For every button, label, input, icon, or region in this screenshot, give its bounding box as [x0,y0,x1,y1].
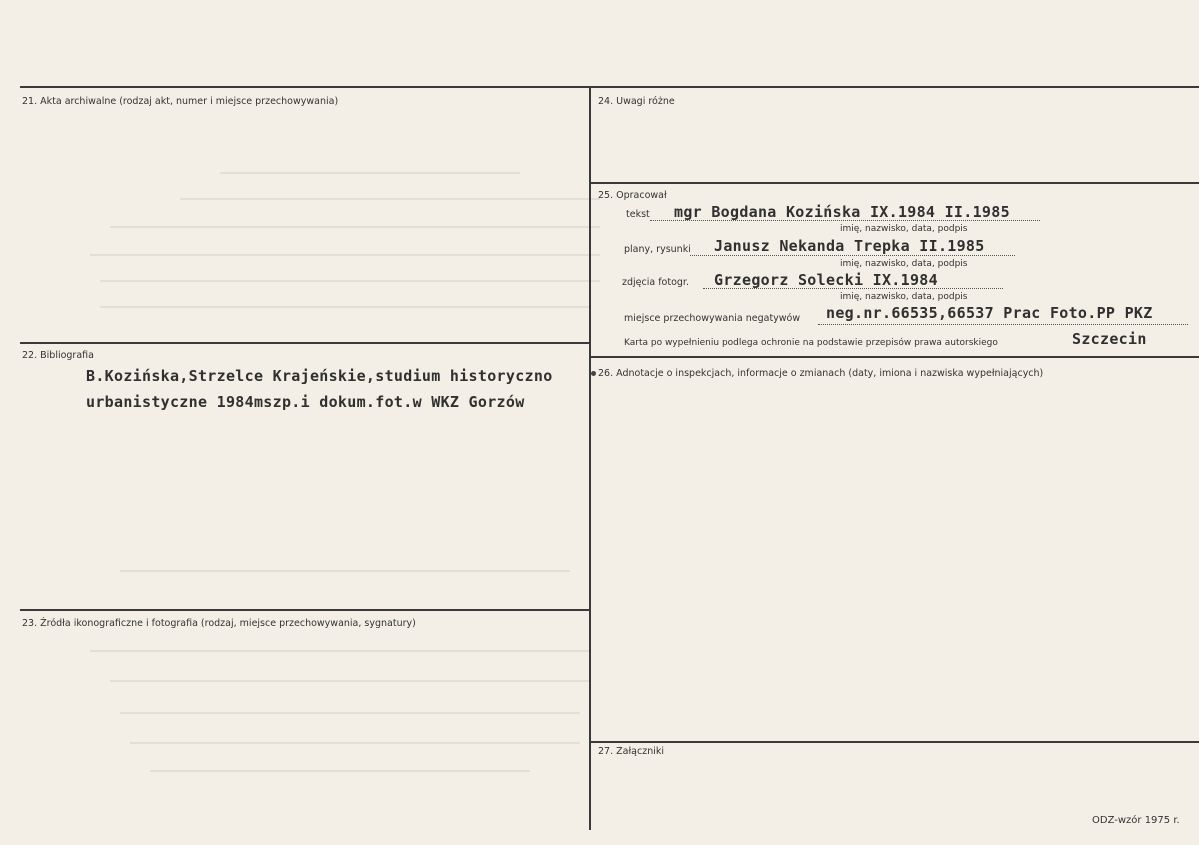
show-through [110,680,590,682]
section-23-label: 23. Źródła ikonograficzne i fotografia (rodzaj, miejsce przechowywania, sygnatury) [22,618,416,629]
tekst-value: mgr Bogdana Kozińska IX.1984 II.1985 [674,203,1010,221]
miejsce-label: miejsce przechowywania negatywów [624,313,801,324]
section-26-label: 26. Adnotacje o inspekcjach, informacje o zmianach (daty, imiona i nazwiska wypełniających) [598,368,1044,379]
miejsce-line [818,324,1188,325]
tekst-label: tekst [626,209,650,220]
miejsce-value: neg.nr.66535,66537 Prac Foto.PP PKZ [826,304,1153,322]
rule-25-26 [590,356,1199,358]
plany-label: plany, rysunki [624,244,691,255]
rule-21-22 [20,342,590,344]
show-through [100,280,600,282]
bibliography-line-1: B.Kozińska,Strzelce Krajeńskie,studium historyczno [86,367,553,385]
rule-26-27 [590,741,1199,743]
show-through [130,742,580,744]
plany-hint: imię, nazwisko, data, podpis [840,259,968,269]
show-through [180,198,600,200]
copyright-note: Karta po wypełnieniu podlega ochronie na podstawie przepisów prawa autorskiego [624,338,998,348]
plany-value: Janusz Nekanda Trepka II.1985 [714,237,985,255]
zdjecia-value: Grzegorz Solecki IX.1984 [714,271,938,289]
section-27-label: 27. Załączniki [598,746,664,757]
section-25-label: 25. Opracował [598,190,667,201]
zdjecia-hint: imię, nazwisko, data, podpis [840,292,968,302]
show-through [120,712,580,714]
show-through [90,650,590,652]
top-rule [20,86,1199,88]
zdjecia-label: zdjęcia fotogr. [622,277,689,288]
section-24-label: 24. Uwagi różne [598,96,675,107]
plany-line [690,255,1015,256]
rule-22-23 [20,609,590,611]
show-through [110,226,600,228]
section-21-label: 21. Akta archiwalne (rodzaj akt, numer i miejsce przechowywania) [22,96,339,107]
rule-24-25 [590,182,1199,184]
show-through [150,770,530,772]
miejsce-value-2: Szczecin [1072,330,1147,348]
center-divider [589,86,591,830]
section-22-label: 22. Bibliografia [22,350,94,361]
show-through [220,172,520,174]
tekst-hint: imię, nazwisko, data, podpis [840,224,968,234]
show-through [120,570,570,572]
bibliography-line-2: urbanistyczne 1984mszp.i dokum.fot.w WKZ Gorzów [86,393,525,411]
show-through [100,306,590,308]
form-id: ODZ-wzór 1975 r. [1092,815,1180,826]
show-through [90,254,600,256]
hole-punch-mark [591,371,596,376]
